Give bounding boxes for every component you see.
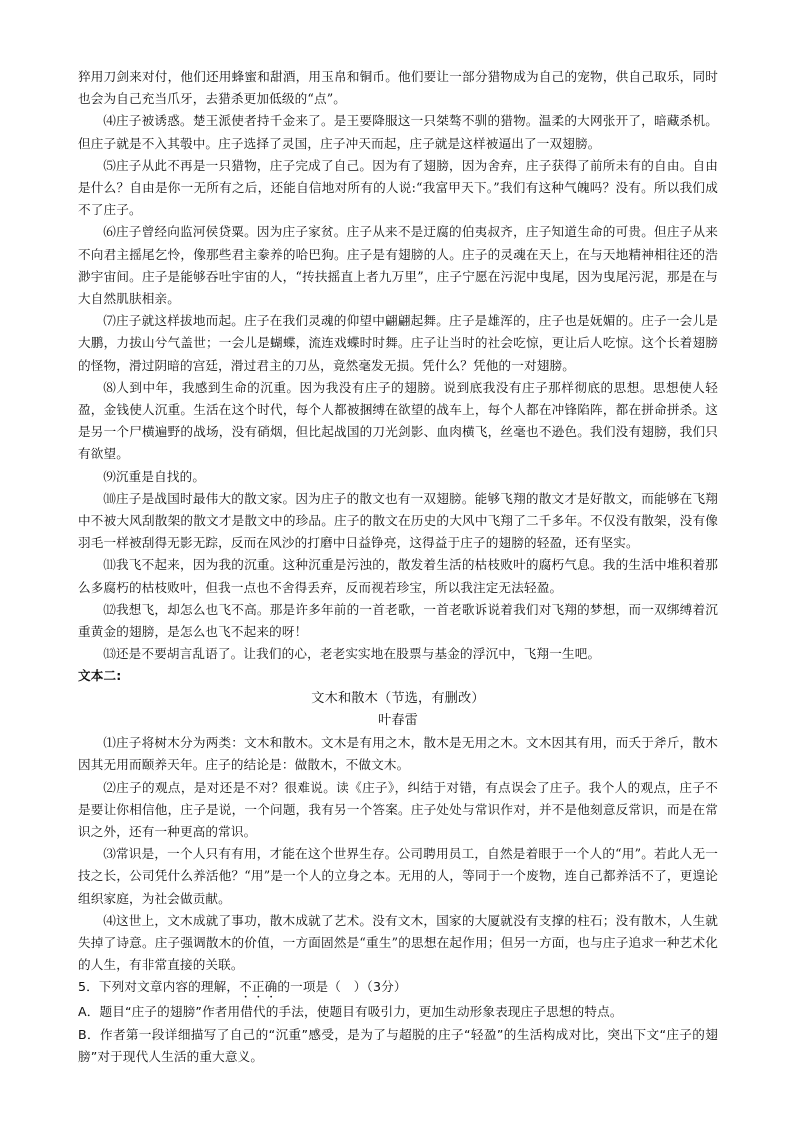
text-one-paragraph: ⑺庄子就这样拔地而起。庄子在我们灵魂的仰望中翩翩起舞。庄子是雄浑的，庄子也是妩媚的。庄子一会儿是大鹏，力拔山兮气盖世；一会儿是蝴蝶，流连戏蝶时时舞。庄子让当时的社会吃惊，更让后人吃惊。这个长着翅膀的怪物，滑过阴暗的宫廷，滑过君主的刀丛，竟然毫发无损。凭什么？凭他的一对翅膀。 bbox=[78, 313, 718, 373]
text-two-label: 文本二: bbox=[78, 668, 122, 684]
text-two-author: 叶春雷 bbox=[377, 712, 418, 728]
text-one-paragraph: ⑿我想飞，却怎么也飞不高。那是许多年前的一首老歌，一首老歌诉说着我们对飞翔的梦想，而一双绑缚着沉重黄金的翅膀，是怎么也飞不起来的呀！ bbox=[78, 601, 718, 640]
document-page bbox=[78, 66, 718, 1068]
question-emphasis: 不正确 bbox=[239, 979, 278, 995]
text-two-paragraph: ⑶常识是，一个人只有有用，才能在这个世界生存。公司聘用员工，自然是着眼于一个人的“用”。若此人无一技之长，公司凭什么养活他？“用”是一个人的立身之本。无用的人，等同于一个废物，连自己都养活不了，更遑论组织家庭，为社会做贡献。 bbox=[78, 846, 718, 906]
answer-option-b: B．作者第一段详细描写了自己的“沉重”感受，是为了与超脱的庄子“轻盈”的生活构成对比，突出下文“庄子的翅膀”对于现代人生活的重大意义。 bbox=[78, 1026, 718, 1064]
text-two-paragraph: ⑵庄子的观点，是对还是不对？很难说。读《庄子》，纠结于对错，有点误会了庄子。我个人的观点，庄子不是要让你相信他，庄子是说，一个问题，我有另一个答案。庄子处处与常识作对，并不是他刻意反常识，而是在常识之外，还有一种更高的常识。 bbox=[78, 779, 718, 839]
text-one-paragraph: ⑻人到中年，我感到生命的沉重。因为我没有庄子的翅膀。说到底我没有庄子那样彻底的思想。思想使人轻盈，金钱使人沉重。生活在这个时代，每个人都被捆缚在欲望的战车上，每个人都在冲锋陷阵，都在拼命拼杀。这是另一个尸横遍野的战场，没有硝烟，但比起战国的刀光剑影、血肉横飞，丝毫也不逊色。我们没有翅膀，我们只有欲望。 bbox=[78, 379, 718, 462]
text-one-paragraph: ⑷庄子被诱惑。楚王派使者持千金来了。是王要降服这一只桀骜不驯的猎物。温柔的大网张开了，暗藏杀机。但庄子就是不入其彀中。庄子选择了灵国，庄子冲天而起，庄子就是这样被逼出了一双翅膀。 bbox=[78, 113, 718, 151]
question-suffix: 的一项是（ ）（3分） bbox=[277, 979, 407, 995]
text-two-paragraph: ⑴庄子将树木分为两类：文木和散木。文木是有用之木，散木是无用之木。文木因其有用，而夭于斧斤，散木因其无用而颐养天年。庄子的结论是：做散木，不做文木。 bbox=[78, 735, 718, 773]
answer-option-a: A．题目“庄子的翅膀”作者用借代的手法，使题目有吸引力，更加生动形象表现庄子思想的特点。 bbox=[78, 1004, 623, 1020]
text-two-paragraph: ⑷这世上，文木成就了事功，散木成就了艺术。没有文木，国家的大厦就没有支撑的柱石；没有散木，人生就失掉了诗意。庄子强调散木的价值，一方面固然是“重生”的思想在起作用；但另一方面，也与庄子追求一种艺术化的人生，有非常直接的关联。 bbox=[78, 912, 718, 973]
question-stem bbox=[78, 976, 718, 1001]
text-one-body bbox=[78, 66, 718, 665]
text-one-paragraph: 猝用刀剑来对付，他们还用蜂蜜和甜酒，用玉帛和铜币。他们要让一部分猎物成为自己的宠物，供自己取乐，同时也会为自己充当爪牙，去猎杀更加低级的“点”。 bbox=[78, 69, 718, 107]
text-one-paragraph: ⒀还是不要胡言乱语了。让我们的心，老老实实地在股票与基金的浮沉中，飞翔一生吧。 bbox=[103, 646, 601, 662]
text-two-title: 文木和散木（节选，有删改） bbox=[311, 690, 485, 706]
text-one-paragraph: ⑾我飞不起来，因为我的沉重。这种沉重是污浊的，散发着生活的枯枝败叶的腐朽气息。我的生活中堆积着那么多腐朽的枯枝败叶，但我一点也不舍得丢弃，反而视若珍宝，所以我注定无法轻盈。 bbox=[78, 557, 718, 595]
text-one-paragraph: ⑼沉重是自找的。 bbox=[103, 468, 206, 484]
question-prefix: 5．下列对文章内容的理解， bbox=[78, 979, 240, 995]
text-two-body bbox=[78, 732, 718, 976]
text-one-paragraph: ⑸庄子从此不再是一只猎物，庄子完成了自己。因为有了翅膀，因为舍弃，庄子获得了前所未有的自由。自由是什么？自由是你一无所有之后，还能自信地对所有的人说:“我富甲天下。”我们有这种气魄吗？没有。所以我们成不了庄子。 bbox=[78, 157, 718, 218]
text-one-paragraph: ⑹庄子曾经向监河侯贷粟。因为庄子家贫。庄子从来不是迂腐的伯夷叔齐，庄子知道生命的可贵。但庄子从来不向君主摇尾乞怜，像那些君主豢养的哈巴狗。庄子是有翅膀的人。庄子的灵魂在天上，在与天地精神相往还的浩渺宇宙间。庄子是能够吞吐宇宙的人，“抟扶摇直上者九万里”，庄子宁愿在污泥中曳尾，因为曳尾污泥，那是在与大自然肌肤相亲。 bbox=[78, 224, 718, 307]
text-one-paragraph: ⑽庄子是战国时最伟大的散文家。因为庄子的散文也有一双翅膀。能够飞翔的散文才是好散文，而能够在飞翔中不被大风刮散架的散文才是散文中的珍品。庄子的散文在历史的大风中飞翔了二千多年。不仅没有散架，没有像羽毛一样被刮得无影无踪，反而在风沙的打磨中日益铮亮，这得益于庄子的翅膀的轻盈，还有坚实。 bbox=[78, 490, 718, 551]
